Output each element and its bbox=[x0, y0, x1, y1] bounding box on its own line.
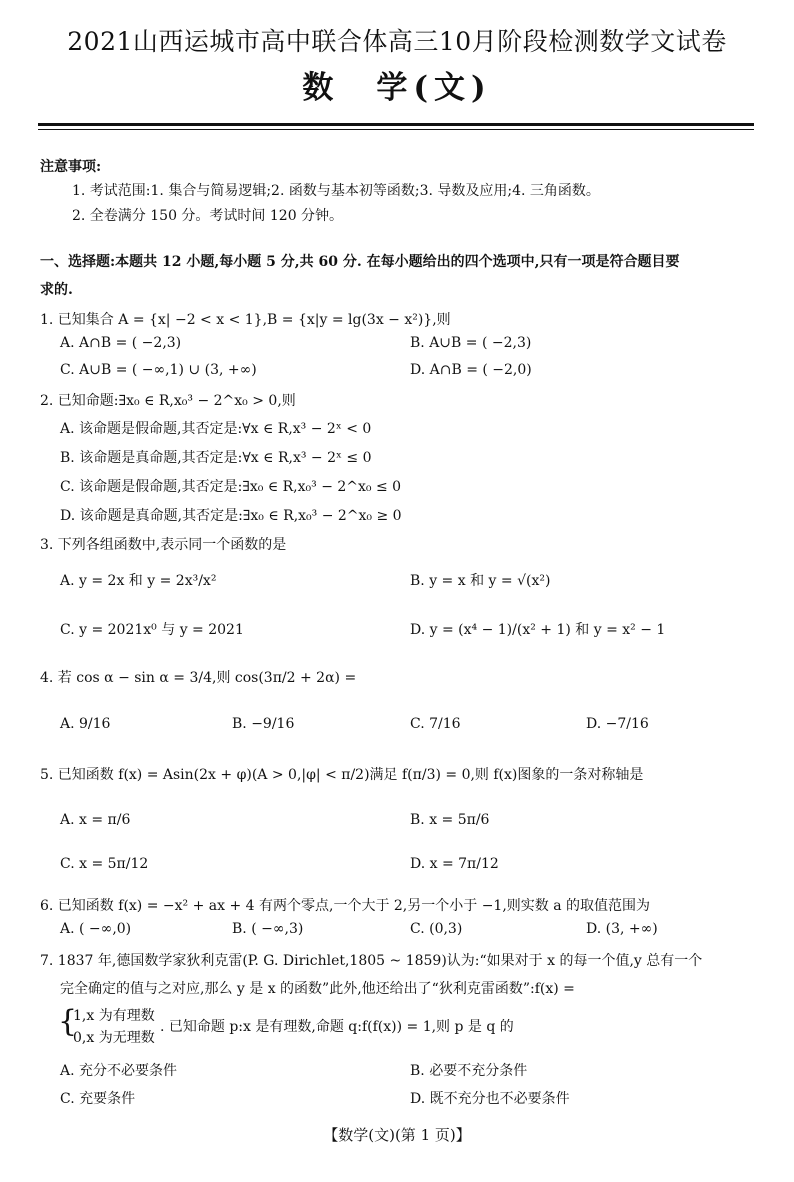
subject-title: 数 学(文) bbox=[302, 70, 492, 106]
option-c: C. A∪B = ( −∞,1) ∪ (3, +∞) bbox=[60, 362, 257, 378]
option-d: D. y = (x⁴ − 1)/(x² + 1) 和 y = x² − 1 bbox=[410, 622, 666, 638]
option-d: D. A∩B = ( −2,0) bbox=[410, 362, 532, 378]
question-stem: 7. 1837 年,德国数学家狄利克雷(P. G. Dirichlet,1805 ~ 1859)认为:“如果对于 x 的每一个值,y 总有一个 bbox=[40, 953, 703, 969]
option-c: C. 充要条件 bbox=[60, 1091, 136, 1107]
question-stem: 1. 已知集合 A = {x| −2 < x < 1},B = {x|y = lg(3x − x²)},则 bbox=[40, 312, 451, 328]
page-footer: 【数学(文)(第 1 页)】 bbox=[323, 1126, 471, 1144]
option-d: D. (3, +∞) bbox=[586, 921, 658, 937]
option-a: A. 9/16 bbox=[60, 716, 111, 732]
option-b: B. 该命题是真命题,其否定是:∀x ∈ R,x³ − 2ˣ ≤ 0 bbox=[60, 450, 372, 466]
note-item: 2. 全卷满分 150 分。考试时间 120 分钟。 bbox=[72, 208, 344, 224]
section-heading-cont: 求的. bbox=[40, 282, 73, 298]
header-rule-thick bbox=[38, 123, 754, 126]
option-d: D. −7/16 bbox=[586, 716, 649, 732]
option-b: B. −9/16 bbox=[232, 716, 295, 732]
question-stem-cont: 完全确定的值与之对应,那么 y 是 x 的函数”此外,他还给出了“狄利克雷函数”:f(x) = bbox=[60, 981, 575, 997]
question-stem: 5. 已知函数 f(x) = Asin(2x + φ)(A > 0,|φ| < π/2)满足 f(π/3) = 0,则 f(x)图象的一条对称轴是 bbox=[40, 767, 644, 783]
exam-title: 2021山西运城市高中联合体高三10月阶段检测数学文试卷 bbox=[67, 27, 727, 56]
option-c: C. (0,3) bbox=[410, 921, 463, 937]
option-d: D. 既不充分也不必要条件 bbox=[410, 1091, 570, 1107]
option-c: C. 该命题是假命题,其否定是:∃x₀ ∈ R,x₀³ − 2^x₀ ≤ 0 bbox=[60, 479, 402, 495]
note-item: 1. 考试范围:1. 集合与简易逻辑;2. 函数与基本初等函数;3. 导数及应用;4. 三角函数。 bbox=[72, 183, 600, 199]
piecewise-case: 1,x 为有理数 bbox=[73, 1008, 155, 1024]
option-b: B. A∪B = ( −2,3) bbox=[410, 335, 532, 351]
piecewise-brace: { bbox=[58, 1004, 78, 1039]
option-b: B. x = 5π/6 bbox=[410, 812, 490, 828]
option-c: C. x = 5π/12 bbox=[60, 856, 149, 872]
option-a: A. 充分不必要条件 bbox=[60, 1063, 178, 1079]
option-b: B. 必要不充分条件 bbox=[410, 1063, 528, 1079]
question-stem: 3. 下列各组函数中,表示同一个函数的是 bbox=[40, 537, 287, 553]
option-a: A. ( −∞,0) bbox=[60, 921, 132, 937]
question-stem: 6. 已知函数 f(x) = −x² + ax + 4 有两个零点,一个大于 2,另一个小于 −1,则实数 a 的取值范围为 bbox=[40, 898, 651, 914]
question-stem: 4. 若 cos α − sin α = 3/4,则 cos(3π/2 + 2α) = bbox=[40, 670, 357, 686]
option-c: C. 7/16 bbox=[410, 716, 461, 732]
option-d: D. x = 7π/12 bbox=[410, 856, 499, 872]
piecewise-case: 0,x 为无理数 bbox=[73, 1030, 155, 1046]
notes-heading: 注意事项: bbox=[40, 159, 102, 175]
option-a: A. 该命题是假命题,其否定是:∀x ∈ R,x³ − 2ˣ < 0 bbox=[60, 421, 372, 437]
section-heading: 一、选择题:本题共 12 小题,每小题 5 分,共 60 分. 在每小题给出的四个选项中,只有一项是符合题目要 bbox=[40, 254, 680, 270]
option-b: B. ( −∞,3) bbox=[232, 921, 304, 937]
header-rule-thin bbox=[38, 129, 754, 130]
option-a: A. x = π/6 bbox=[60, 812, 131, 828]
option-a: A. y = 2x 和 y = 2x³/x² bbox=[60, 573, 217, 589]
option-b: B. y = x 和 y = √(x²) bbox=[410, 573, 551, 589]
option-d: D. 该命题是真命题,其否定是:∃x₀ ∈ R,x₀³ − 2^x₀ ≥ 0 bbox=[60, 508, 402, 524]
question-stem-cont: . 已知命题 p:x 是有理数,命题 q:f(f(x)) = 1,则 p 是 q 的 bbox=[160, 1019, 514, 1035]
option-c: C. y = 2021x⁰ 与 y = 2021 bbox=[60, 622, 244, 638]
option-a: A. A∩B = ( −2,3) bbox=[60, 335, 182, 351]
question-stem: 2. 已知命题:∃x₀ ∈ R,x₀³ − 2^x₀ > 0,则 bbox=[40, 393, 296, 409]
